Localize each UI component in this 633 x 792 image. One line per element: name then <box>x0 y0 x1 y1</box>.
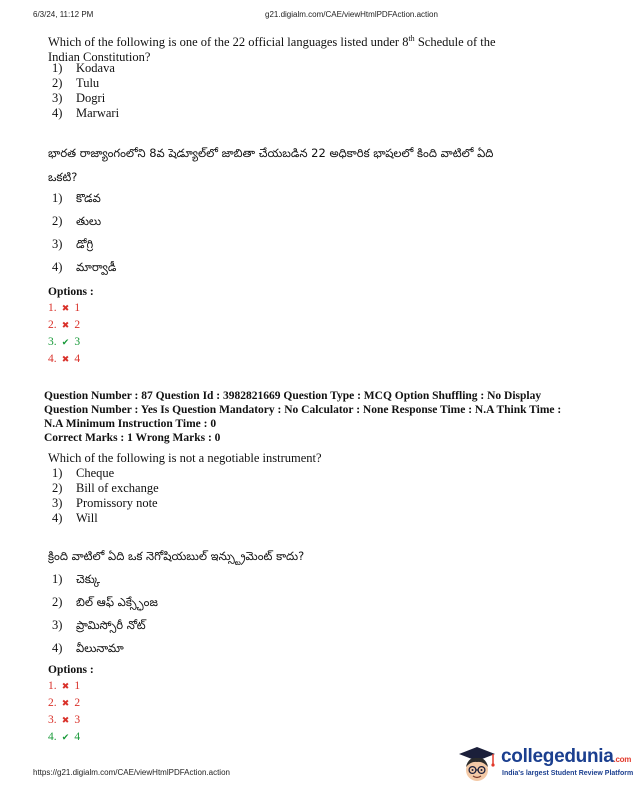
list-item: 3) ప్రామిస్సోరీ నోట్ <box>52 618 146 632</box>
q2-options-te <box>48 568 568 660</box>
cross-icon: ✖ <box>61 682 70 692</box>
answer-option: 2. ✖ 2 <box>48 317 568 334</box>
q2-answer-options <box>48 664 568 746</box>
options-heading: Options : <box>48 286 94 298</box>
list-item: 2) Tulu <box>52 76 100 90</box>
answer-option: 3. ✖ 3 <box>48 712 568 729</box>
answer-option: 1. ✖ 1 <box>48 300 568 317</box>
q1-text-te: భారత రాజ్యాంగంలోని 8వ షెడ్యూల్‌లో జాబితా చేయబడిన 22 అధికారిక భాషలలో కింది వాటిలో ఏది ఒకటి? <box>48 146 494 184</box>
brand-tagline: India's largest Student Review Platform <box>502 770 633 777</box>
list-item: 3) డోగ్రి <box>52 237 94 251</box>
list-item: 4) మార్వాడీ <box>52 260 117 274</box>
check-icon: ✔ <box>61 733 70 743</box>
footer-url: https://g21.digialm.com/CAE/viewHtmlPDFAction.action <box>33 768 230 777</box>
answer-option: 3. ✔ 3 <box>48 334 568 351</box>
brand-name: collegedunia.com <box>501 746 632 767</box>
answer-option: 2. ✖ 2 <box>48 695 568 712</box>
q1-text-en: Which of the following is one of the 22 official languages listed under 8th Schedule of the Indian Constitution? <box>48 34 496 65</box>
list-item: 4) Marwari <box>52 106 120 120</box>
q2-text-te: క్రింది వాటిలో ఏది ఒక నెగోషియబుల్ ఇన్స్ట్రుమెంట్ కాదు? <box>48 549 305 563</box>
student-mascot-icon <box>455 742 499 786</box>
answer-option: 4. ✖ 4 <box>48 351 568 368</box>
list-item: 2) బిల్ ఆఫ్ ఎక్స్ఛేంజ <box>52 595 158 609</box>
cross-icon: ✖ <box>61 699 70 709</box>
list-item: 1) కొడవ <box>52 191 101 205</box>
check-icon: ✔ <box>61 338 70 348</box>
question-meta: Question Number : 87 Question Id : 3982821669 Question Type : MCQ Option Shuffling : No Display Question Number : Yes Is Question Mandatory : No Calculator : None Response Time : N.A Think Time : N.A Minimum Instruction Time : 0 Correct Marks : 1 Wrong Marks : 0 <box>44 390 562 444</box>
cross-icon: ✖ <box>61 321 70 331</box>
answer-option: 4. ✔ 4 <box>48 729 568 746</box>
list-item: 4) వీలునామా <box>52 641 124 655</box>
collegedunia-logo <box>455 742 633 788</box>
print-url: g21.digialm.com/CAE/viewHtmlPDFAction.action <box>265 10 438 19</box>
list-item: 2) Bill of exchange <box>52 481 159 495</box>
list-item: 1) Cheque <box>52 466 115 480</box>
list-item: 4) Will <box>52 511 98 525</box>
q2-options-en <box>48 466 568 526</box>
list-item: 3) Dogri <box>52 91 106 105</box>
q1-options-en <box>48 61 568 121</box>
list-item: 1) చెక్కు <box>52 572 101 586</box>
q2-text-en: Which of the following is not a negotiable instrument? <box>48 451 322 465</box>
cross-icon: ✖ <box>61 304 70 314</box>
list-item: 3) Promissory note <box>52 496 158 510</box>
list-item: 2) తులు <box>52 214 102 228</box>
options-heading: Options : <box>48 664 94 676</box>
print-datetime: 6/3/24, 11:12 PM <box>33 10 94 19</box>
cross-icon: ✖ <box>61 355 70 365</box>
list-item: 1) Kodava <box>52 61 115 75</box>
cross-icon: ✖ <box>61 716 70 726</box>
q1-answer-options <box>48 286 568 368</box>
answer-option: 1. ✖ 1 <box>48 678 568 695</box>
q1-options-te <box>48 187 568 279</box>
